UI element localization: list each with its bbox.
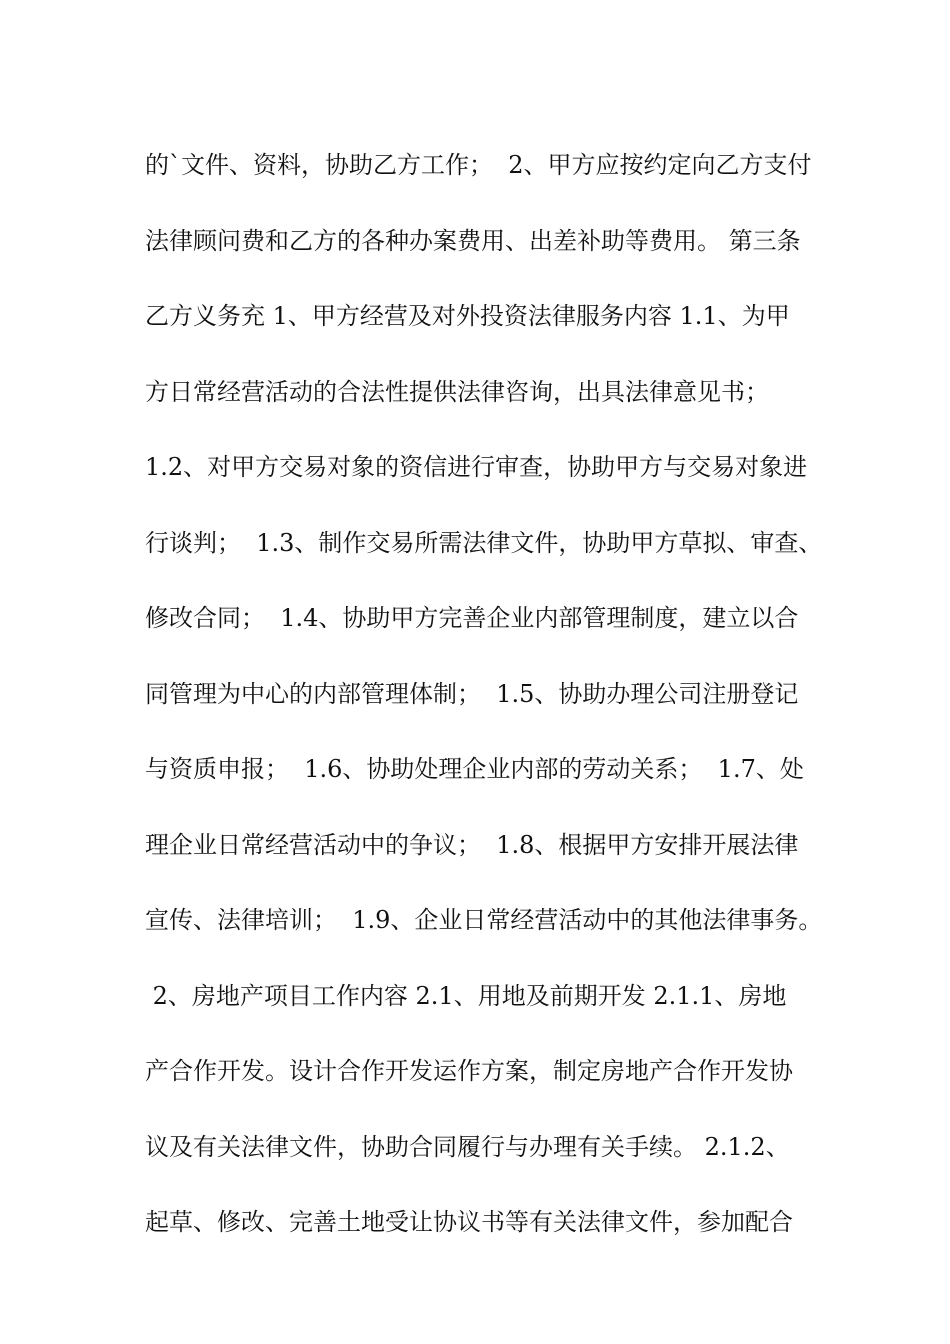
text-line: 方日常经营活动的合法性提供法律咨询，出具法律意见书；	[145, 377, 769, 406]
text-line: 议及有关法律文件，协助合同履行与办理有关手续。 2.1.2、	[145, 1132, 790, 1161]
text-line: 的`文件、资料，协助乙方工作； 2、甲方应按约定向乙方支付	[145, 151, 812, 179]
text-line: 乙方义务充 1、甲方经营及对外投资法律服务内容 1.1、为甲	[145, 302, 790, 330]
text-line: 法律顾问费和乙方的各种办案费用、出差补助等费用。 第三条	[145, 226, 801, 255]
body-text	[145, 128, 825, 1261]
text-line: 宣传、法律培训； 1.9、企业日常经营活动中的其他法律事务。	[145, 906, 823, 934]
text-line: 2、房地产项目工作内容 2.1、用地及前期开发 2.1.1、房地	[145, 981, 787, 1010]
text-line: 修改合同； 1.4、协助甲方完善企业内部管理制度，建立以合	[145, 604, 799, 632]
text-line: 1.2、对甲方交易对象的资信进行审查，协助甲方与交易对象进	[145, 453, 808, 481]
text-line: 理企业日常经营活动中的争议； 1.8、根据甲方安排开展法律	[145, 830, 799, 859]
text-line: 行谈判； 1.3、制作交易所需法律文件，协助甲方草拟、审查、	[145, 528, 823, 557]
text-line: 与资质申报； 1.6、协助处理企业内部的劳动关系； 1.7、处	[145, 755, 804, 783]
text-line: 起草、修改、完善土地受让协议书等有关法律文件，参加配合	[145, 1208, 793, 1236]
text-line: 产合作开发。设计合作开发运作方案，制定房地产合作开发协	[145, 1057, 793, 1085]
text-line: 同管理为中心的内部管理体制； 1.5、协助办理公司注册登记	[145, 679, 799, 708]
